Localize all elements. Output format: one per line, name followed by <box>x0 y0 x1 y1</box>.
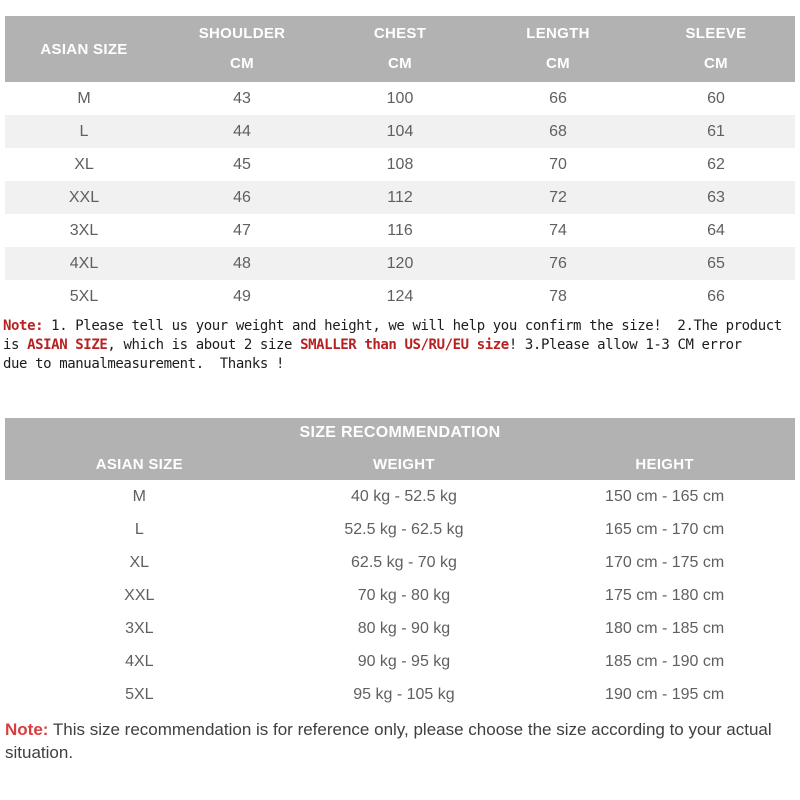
table-row-l <box>5 513 795 546</box>
note-highlight-asian-size: ASIAN SIZE <box>27 337 108 353</box>
cell-height: 185 cm - 190 cm <box>605 652 725 670</box>
cell-shoulder: 46 <box>233 188 251 206</box>
header-height: HEIGHT <box>635 455 694 473</box>
table-row-m <box>5 82 795 115</box>
cell-chest: 116 <box>387 221 413 239</box>
note-text: is <box>3 337 28 353</box>
header-chest <box>321 16 479 82</box>
cell-height: 165 cm - 170 cm <box>605 520 725 538</box>
cell-size: 4XL <box>125 652 154 670</box>
cell-length: 74 <box>549 221 567 239</box>
cell-sleeve: 66 <box>707 287 725 305</box>
cell-shoulder: 43 <box>233 89 251 107</box>
cell-weight: 62.5 kg - 70 kg <box>351 553 457 571</box>
cell-shoulder: 44 <box>233 122 251 140</box>
note-highlight-smaller: SMALLER than US/RU/EU size <box>300 337 509 353</box>
cell-size: L <box>79 122 89 140</box>
header-chest-unit: CM <box>388 55 412 72</box>
note-label: Note: <box>3 318 44 334</box>
cell-chest: 112 <box>387 188 413 206</box>
cell-size: 5XL <box>125 685 154 703</box>
table-row-4xl <box>5 247 795 280</box>
table-row-3xl <box>5 214 795 247</box>
size-chart-table <box>5 16 795 313</box>
header-length-label: LENGTH <box>526 25 590 42</box>
header-shoulder <box>163 16 321 82</box>
cell-size: XL <box>129 553 150 571</box>
header-weight: WEIGHT <box>373 455 435 473</box>
cell-shoulder: 45 <box>233 155 251 173</box>
table-row-m <box>5 480 795 513</box>
note-text: ! 3.Please allow 1-3 CM error <box>508 337 742 353</box>
table-row-xxl <box>5 181 795 214</box>
table-row-xxl <box>5 579 795 612</box>
cell-weight: 52.5 kg - 62.5 kg <box>344 520 464 538</box>
cell-height: 150 cm - 165 cm <box>605 487 725 505</box>
cell-length: 76 <box>549 254 567 272</box>
cell-height: 190 cm - 195 cm <box>605 685 725 703</box>
reference-note-line-2 <box>5 741 797 764</box>
header-sleeve <box>637 16 795 82</box>
cell-chest: 100 <box>386 89 414 107</box>
cell-size: 5XL <box>69 287 99 305</box>
header-length <box>479 16 637 82</box>
table-row-l <box>5 115 795 148</box>
cell-shoulder: 48 <box>233 254 251 272</box>
reference-note <box>5 718 797 764</box>
header-sleeve-unit: CM <box>704 55 728 72</box>
note-text: 1. Please tell us your weight and height, we will help you confirm the size! 2.The product <box>43 318 782 334</box>
cell-length: 68 <box>549 122 567 140</box>
cell-length: 70 <box>549 155 567 173</box>
header-chest-label: CHEST <box>373 25 427 42</box>
note-text: situation. <box>5 743 74 762</box>
cell-sleeve: 60 <box>707 89 725 107</box>
cell-size: XXL <box>68 188 100 206</box>
cell-shoulder: 47 <box>233 221 251 239</box>
cell-chest: 104 <box>386 122 414 140</box>
table-row-5xl <box>5 678 795 711</box>
cell-size: XXL <box>124 586 155 604</box>
cell-sleeve: 63 <box>707 188 725 206</box>
cell-size: XL <box>74 155 94 173</box>
cell-size: M <box>132 487 146 505</box>
cell-sleeve: 61 <box>707 122 725 140</box>
size-recommendation-table <box>5 418 795 711</box>
table-row-5xl <box>5 280 795 313</box>
reference-note-line-1 <box>5 718 797 741</box>
cell-height: 180 cm - 185 cm <box>605 619 725 637</box>
cell-length: 66 <box>549 89 567 107</box>
table-row-xl <box>5 546 795 579</box>
cell-sleeve: 65 <box>707 254 725 272</box>
cell-size: 3XL <box>69 221 99 239</box>
cell-weight: 40 kg - 52.5 kg <box>351 487 457 505</box>
recommendation-subheader-row <box>5 448 795 480</box>
cell-height: 170 cm - 175 cm <box>605 553 725 571</box>
recommendation-header <box>5 418 795 480</box>
table-row-3xl <box>5 612 795 645</box>
cell-size: 4XL <box>69 254 99 272</box>
recommendation-title: SIZE RECOMMENDATION <box>299 424 501 441</box>
cell-chest: 120 <box>386 254 414 272</box>
cell-height: 175 cm - 180 cm <box>605 586 725 604</box>
header-asian-size: ASIAN SIZE <box>95 455 183 473</box>
cell-weight: 95 kg - 105 kg <box>353 685 455 703</box>
measurement-note <box>3 317 799 374</box>
size-chart-header-row <box>5 16 795 82</box>
cell-sleeve: 62 <box>707 155 725 173</box>
cell-length: 78 <box>549 287 567 305</box>
note-text: , which is about 2 size <box>107 337 301 353</box>
cell-length: 72 <box>549 188 567 206</box>
cell-chest: 124 <box>386 287 414 305</box>
note-label: Note: <box>5 720 49 739</box>
cell-chest: 108 <box>386 155 414 173</box>
cell-weight: 70 kg - 80 kg <box>357 586 451 604</box>
header-shoulder-label: SHOULDER <box>198 25 286 42</box>
header-sleeve-label: SLEEVE <box>685 25 747 42</box>
cell-size: M <box>77 89 91 107</box>
cell-weight: 90 kg - 95 kg <box>357 652 451 670</box>
cell-shoulder: 49 <box>233 287 251 305</box>
table-row-xl <box>5 148 795 181</box>
measurement-note-line-3 <box>3 355 799 374</box>
table-row-4xl <box>5 645 795 678</box>
measurement-note-line-2 <box>3 336 799 355</box>
header-asian-size: ASIAN SIZE <box>40 40 128 58</box>
cell-size: 3XL <box>125 619 154 637</box>
note-text: This size recommendation is for reference only, please choose the size according to your actual <box>48 720 772 739</box>
header-length-unit: CM <box>546 55 570 72</box>
measurement-note-line-1 <box>3 317 799 336</box>
cell-size: L <box>134 520 144 538</box>
cell-sleeve: 64 <box>707 221 725 239</box>
cell-weight: 80 kg - 90 kg <box>357 619 451 637</box>
note-text: due to manualmeasurement. Thanks ! <box>3 356 285 372</box>
header-shoulder-unit: CM <box>230 55 254 72</box>
